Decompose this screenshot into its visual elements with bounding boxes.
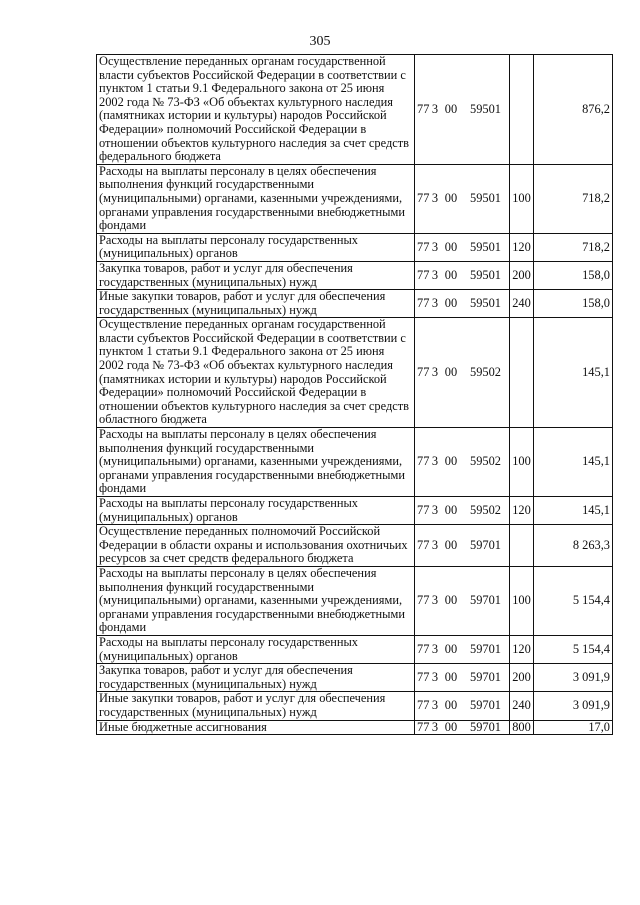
row-amount: 8 263,3 xyxy=(534,525,613,567)
code-part-4: 59701 xyxy=(470,641,501,656)
row-amount: 3 091,9 xyxy=(534,664,613,692)
table-row xyxy=(97,318,613,428)
code-part-2: 3 xyxy=(431,537,439,552)
code-part-1: 77 xyxy=(417,719,430,734)
code-part-2: 3 xyxy=(431,669,439,684)
code-part-3: 00 xyxy=(444,190,458,205)
code-part-4: 59701 xyxy=(470,719,501,734)
code-part-2: 3 xyxy=(431,641,439,656)
code-part-4: 59701 xyxy=(470,698,501,713)
page-number: 305 xyxy=(309,34,331,49)
code-part-3: 00 xyxy=(444,537,458,552)
code-part-2: 3 xyxy=(431,593,439,608)
row-amount: 158,0 xyxy=(534,261,613,289)
row-description: Расходы на выплаты персоналу государственных (муниципальных) органов xyxy=(97,497,415,525)
row-amount: 158,0 xyxy=(534,290,613,318)
row-target-code xyxy=(415,720,510,735)
row-target-code xyxy=(415,692,510,720)
code-part-4: 59501 xyxy=(470,101,501,116)
row-expense-type: 240 xyxy=(510,692,534,720)
row-expense-type: 120 xyxy=(510,233,534,261)
code-part-1: 77 xyxy=(417,641,430,656)
row-description: Расходы на выплаты персоналу в целях обеспечения выполнения функций государственными (муниципальными) органами, казенными учреждениями, органами управления государственными внебюджетными фондами xyxy=(97,428,415,497)
code-part-4: 59501 xyxy=(470,190,501,205)
row-amount: 145,1 xyxy=(534,497,613,525)
code-part-2: 3 xyxy=(431,190,439,205)
row-amount: 876,2 xyxy=(534,55,613,165)
code-part-4: 59501 xyxy=(470,239,501,254)
table-row xyxy=(97,428,613,497)
code-part-1: 77 xyxy=(417,698,430,713)
row-amount: 17,0 xyxy=(534,720,613,735)
table-row xyxy=(97,261,613,289)
row-expense-type: 200 xyxy=(510,664,534,692)
code-part-2: 3 xyxy=(431,267,439,282)
table-row xyxy=(97,692,613,720)
code-part-1: 77 xyxy=(417,239,430,254)
code-part-4: 59502 xyxy=(470,364,501,379)
table-row xyxy=(97,566,613,635)
code-part-4: 59502 xyxy=(470,454,501,469)
row-description: Расходы на выплаты персоналу в целях обеспечения выполнения функций государственными (муниципальными) органами, казенными учреждениями, органами управления государственными внебюджетными фондами xyxy=(97,164,415,233)
code-part-2: 3 xyxy=(431,454,439,469)
code-part-2: 3 xyxy=(431,364,439,379)
row-description: Расходы на выплаты персоналу государственных (муниципальных) органов xyxy=(97,635,415,663)
row-amount: 718,2 xyxy=(534,164,613,233)
row-description: Осуществление переданных органам государственной власти субъектов Российской Федерации в соответствии с пунктом 1 статьи 9.1 Федерального закона от 25 июня 2002 года № 73-ФЗ «Об объектах культурного наследия (памятниках истории и культуры) народов Российской Федерации» полномочий Российской Федерации в отношении объектов культурного наследия за счет средств областного бюджета xyxy=(97,318,415,428)
code-part-1: 77 xyxy=(417,364,430,379)
row-description: Расходы на выплаты персоналу государственных (муниципальных) органов xyxy=(97,233,415,261)
code-part-3: 00 xyxy=(444,593,458,608)
code-part-1: 77 xyxy=(417,593,430,608)
table-row xyxy=(97,525,613,567)
code-part-3: 00 xyxy=(444,295,458,310)
code-part-3: 00 xyxy=(444,669,458,684)
row-expense-type: 200 xyxy=(510,261,534,289)
code-part-3: 00 xyxy=(444,239,458,254)
code-part-4: 59502 xyxy=(470,502,501,517)
row-description: Иные бюджетные ассигнования xyxy=(97,720,415,735)
table-row xyxy=(97,290,613,318)
row-amount: 3 091,9 xyxy=(534,692,613,720)
row-expense-type: 120 xyxy=(510,497,534,525)
row-target-code xyxy=(415,164,510,233)
code-part-3: 00 xyxy=(444,719,458,734)
code-part-4: 59501 xyxy=(470,267,501,282)
table-row xyxy=(97,635,613,663)
row-description: Осуществление переданных органам государственной власти субъектов Российской Федерации в соответствии с пунктом 1 статьи 9.1 Федерального закона от 25 июня 2002 года № 73-ФЗ «Об объектах культурного наследия (памятниках истории и культуры) народов Российской Федерации» полномочий Российской Федерации в отношении объектов культурного наследия за счет средств федерального бюджета xyxy=(97,55,415,165)
code-part-3: 00 xyxy=(444,267,458,282)
code-part-1: 77 xyxy=(417,454,430,469)
row-expense-type: 120 xyxy=(510,635,534,663)
code-part-1: 77 xyxy=(417,267,430,282)
row-expense-type: 100 xyxy=(510,428,534,497)
code-part-4: 59701 xyxy=(470,537,501,552)
row-expense-type: 240 xyxy=(510,290,534,318)
table-row xyxy=(97,55,613,165)
table-row xyxy=(97,233,613,261)
table-row xyxy=(97,164,613,233)
row-target-code xyxy=(415,566,510,635)
row-expense-type: 100 xyxy=(510,566,534,635)
row-target-code xyxy=(415,318,510,428)
row-description: Закупка товаров, работ и услуг для обеспечения государственных (муниципальных) нужд xyxy=(97,261,415,289)
row-target-code xyxy=(415,233,510,261)
code-part-2: 3 xyxy=(431,719,439,734)
row-expense-type xyxy=(510,318,534,428)
code-part-1: 77 xyxy=(417,101,430,116)
row-expense-type: 800 xyxy=(510,720,534,735)
code-part-1: 77 xyxy=(417,537,430,552)
code-part-2: 3 xyxy=(431,239,439,254)
code-part-3: 00 xyxy=(444,641,458,656)
row-description: Осуществление переданных полномочий Российской Федерации в области охраны и использования охотничьих ресурсов за счет средств федерального бюджета xyxy=(97,525,415,567)
table-row xyxy=(97,664,613,692)
table-row xyxy=(97,720,613,735)
row-target-code xyxy=(415,55,510,165)
row-description: Иные закупки товаров, работ и услуг для обеспечения государственных (муниципальных) нужд xyxy=(97,290,415,318)
row-amount: 5 154,4 xyxy=(534,635,613,663)
row-target-code xyxy=(415,261,510,289)
row-description: Иные закупки товаров, работ и услуг для обеспечения государственных (муниципальных) нужд xyxy=(97,692,415,720)
row-target-code xyxy=(415,497,510,525)
row-description: Расходы на выплаты персоналу в целях обеспечения выполнения функций государственными (муниципальными) органами, казенными учреждениями, органами управления государственными внебюджетными фондами xyxy=(97,566,415,635)
budget-table xyxy=(96,54,613,735)
row-expense-type xyxy=(510,55,534,165)
table-row xyxy=(97,497,613,525)
code-part-2: 3 xyxy=(431,295,439,310)
code-part-3: 00 xyxy=(444,502,458,517)
row-target-code xyxy=(415,635,510,663)
code-part-1: 77 xyxy=(417,502,430,517)
row-description: Закупка товаров, работ и услуг для обеспечения государственных (муниципальных) нужд xyxy=(97,664,415,692)
code-part-2: 3 xyxy=(431,101,439,116)
code-part-4: 59701 xyxy=(470,593,501,608)
row-amount: 5 154,4 xyxy=(534,566,613,635)
code-part-1: 77 xyxy=(417,295,430,310)
code-part-1: 77 xyxy=(417,669,430,684)
row-target-code xyxy=(415,428,510,497)
code-part-3: 00 xyxy=(444,364,458,379)
row-expense-type xyxy=(510,525,534,567)
row-amount: 718,2 xyxy=(534,233,613,261)
row-amount: 145,1 xyxy=(534,318,613,428)
code-part-1: 77 xyxy=(417,190,430,205)
row-target-code xyxy=(415,525,510,567)
code-part-4: 59701 xyxy=(470,669,501,684)
code-part-3: 00 xyxy=(444,698,458,713)
budget-table-body xyxy=(97,55,613,735)
row-amount: 145,1 xyxy=(534,428,613,497)
code-part-3: 00 xyxy=(444,101,458,116)
code-part-3: 00 xyxy=(444,454,458,469)
row-target-code xyxy=(415,290,510,318)
code-part-2: 3 xyxy=(431,698,439,713)
code-part-4: 59501 xyxy=(470,295,501,310)
code-part-2: 3 xyxy=(431,502,439,517)
row-target-code xyxy=(415,664,510,692)
row-expense-type: 100 xyxy=(510,164,534,233)
